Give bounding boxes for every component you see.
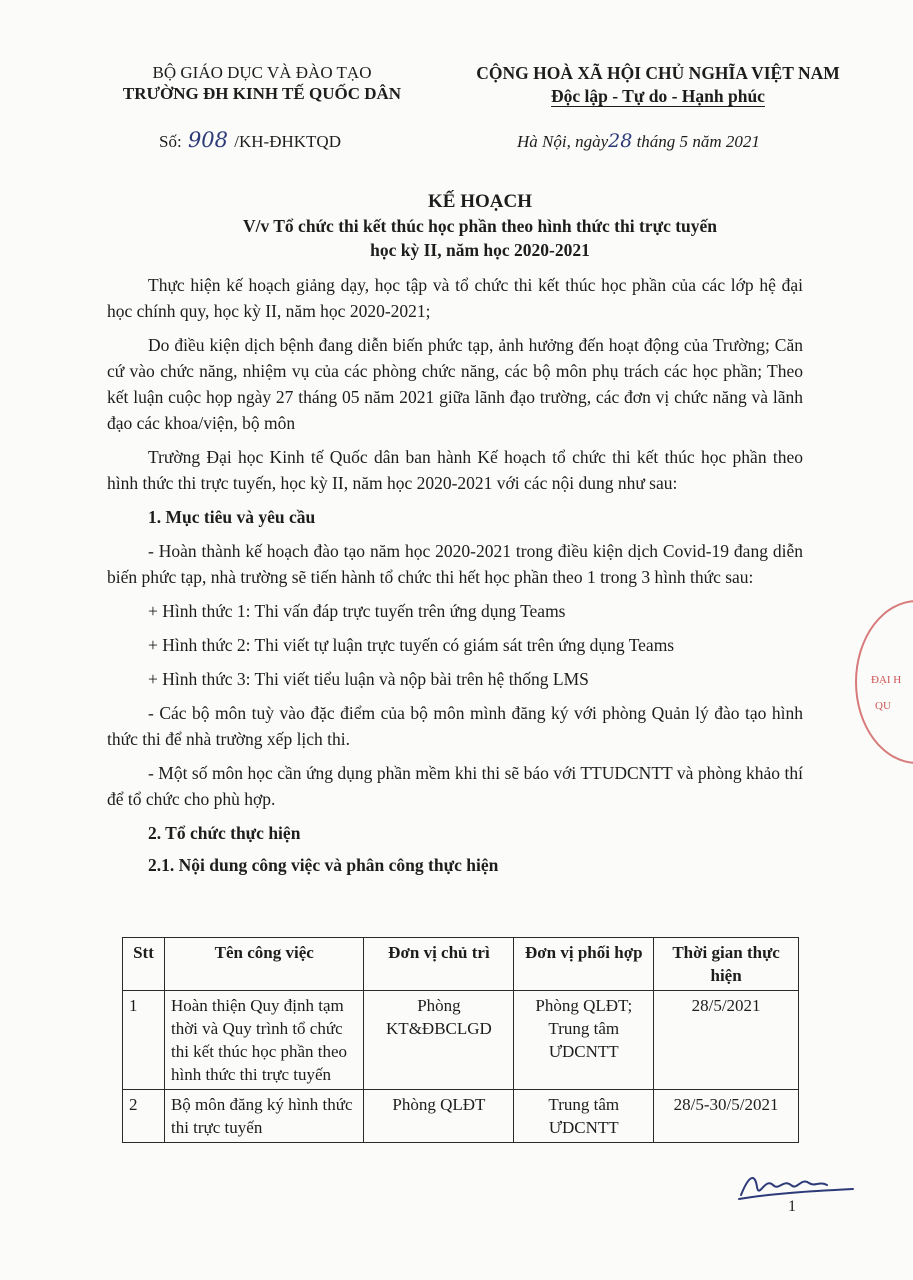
- doc-number-suffix: /KH-ĐHKTQD: [234, 132, 341, 151]
- document-number: [159, 128, 341, 152]
- table-header-row: [123, 938, 799, 991]
- cell-time: 28/5-30/5/2021: [654, 1090, 799, 1143]
- title-term: học kỳ II, năm học 2020-2021: [370, 240, 590, 260]
- exam-form-1: + Hình thức 1: Thi vấn đáp trực tuyến trên ứng dụng Teams: [148, 601, 566, 621]
- republic-name: CỘNG HOÀ XÃ HỘI CHỦ NGHĨA VIỆT NAM: [476, 63, 840, 83]
- cell-time: 28/5/2021: [654, 991, 799, 1090]
- red-seal-stamp: [855, 600, 913, 764]
- document-body: [107, 272, 803, 882]
- title-main: KẾ HOẠCH: [428, 191, 532, 212]
- national-motto: Độc lập - Tự do - Hạnh phúc: [551, 86, 765, 106]
- paragraph-1: Thực hiện kế hoạch giảng dạy, học tập và tổ chức thi kết thúc học phần của các lớp hệ đại học chính quy, học kỳ II, năm học 2020-2021;: [107, 275, 803, 321]
- national-header: [458, 62, 858, 108]
- issuer-header: [112, 62, 412, 104]
- task-table: [122, 937, 799, 1143]
- paragraph-5: - Các bộ môn tuỳ vào đặc điểm của bộ môn mình đăng ký với phòng Quản lý đào tạo hình thức thi để nhà trường xếp lịch thi.: [107, 703, 803, 749]
- cell-lead-unit: Phòng QLĐT: [364, 1090, 514, 1143]
- ministry-name: BỘ GIÁO DỤC VÀ ĐÀO TẠO: [152, 63, 372, 82]
- section-2-heading: 2. Tổ chức thực hiện: [148, 823, 301, 843]
- paragraph-3: Trường Đại học Kinh tế Quốc dân ban hành Kế hoạch tổ chức thi kết thúc học phần theo hình thức thi trực tuyến, học kỳ II, năm học 2020-2021 với các nội dung như sau:: [107, 447, 803, 493]
- paragraph-2: Do điều kiện dịch bệnh đang diễn biến phức tạp, ảnh hưởng đến hoạt động của Trường; Căn cứ vào chức năng, nhiệm vụ của các phòng chức năng, các bộ môn phụ trách các học phần; Theo kết luận cuộc họp ngày 27 tháng 05 năm 2021 giữa lãnh đạo trường, các đơn vị chức năng và lãnh đạo các khoa/viện, bộ môn: [107, 335, 803, 433]
- table-row: [123, 1090, 799, 1143]
- date-month: tháng 5: [636, 132, 689, 151]
- header-stt: Stt: [123, 938, 165, 991]
- exam-form-3: + Hình thức 3: Thi viết tiểu luận và nộp bài trên hệ thống LMS: [148, 669, 589, 689]
- section-2-1-heading: 2.1. Nội dung công việc và phân công thực hiện: [148, 855, 499, 875]
- date-year: năm 2021: [692, 132, 760, 151]
- header-time: Thời gian thực hiện: [654, 938, 799, 991]
- issue-date: [517, 130, 760, 152]
- cell-stt: 2: [123, 1090, 165, 1143]
- cell-coop-unit: Phòng QLĐT; Trung tâm ƯDCNTT: [514, 991, 654, 1090]
- page-number: 1: [788, 1198, 796, 1215]
- cell-stt: 1: [123, 991, 165, 1090]
- paragraph-6: - Một số môn học cần ứng dụng phần mềm khi thi sẽ báo với TTUDCNTT và phòng khảo thí để tổ chức cho phù hợp.: [107, 763, 803, 809]
- stamp-text-1: ĐẠI H: [871, 674, 902, 686]
- section-1-heading: 1. Mục tiêu và yêu cầu: [148, 507, 316, 527]
- doc-number-prefix: Số:: [159, 132, 182, 151]
- header-coop-unit: Đơn vị phối hợp: [514, 938, 654, 991]
- exam-form-2: + Hình thức 2: Thi viết tự luận trực tuyến có giám sát trên ứng dụng Teams: [148, 635, 675, 655]
- title-subject: V/v Tổ chức thi kết thúc học phần theo hình thức thi trực tuyến: [242, 216, 718, 236]
- date-place: Hà Nội, ngày: [517, 132, 609, 151]
- doc-number-handwritten: 908: [187, 128, 229, 152]
- cell-task-name: Hoàn thiện Quy định tạm thời và Quy trình tổ chức thi kết thúc học phần theo hình thức thi trực tuyến: [164, 991, 364, 1090]
- cell-task-name: Bộ môn đăng ký hình thức thi trực tuyến: [164, 1090, 364, 1143]
- cell-coop-unit: Trung tâm ƯDCNTT: [514, 1090, 654, 1143]
- cell-lead-unit: Phòng KT&ĐBCLGD: [364, 991, 514, 1090]
- stamp-text-2: QU: [875, 700, 891, 712]
- date-day-handwritten: 28: [608, 130, 633, 152]
- table-row: [123, 991, 799, 1090]
- header-lead-unit: Đơn vị chủ trì: [364, 938, 514, 991]
- university-name: TRƯỜNG ĐH KINH TẾ QUỐC DÂN: [122, 84, 402, 103]
- document-title: [100, 190, 860, 262]
- paragraph-4: - Hoàn thành kế hoạch đào tạo năm học 2020-2021 trong điều kiện dịch Covid-19 đang diễn biến phức tạp, nhà trường sẽ tiến hành tổ chức thi hết học phần theo 1 trong 3 hình thức sau:: [107, 541, 803, 587]
- header-task-name: Tên công việc: [164, 938, 364, 991]
